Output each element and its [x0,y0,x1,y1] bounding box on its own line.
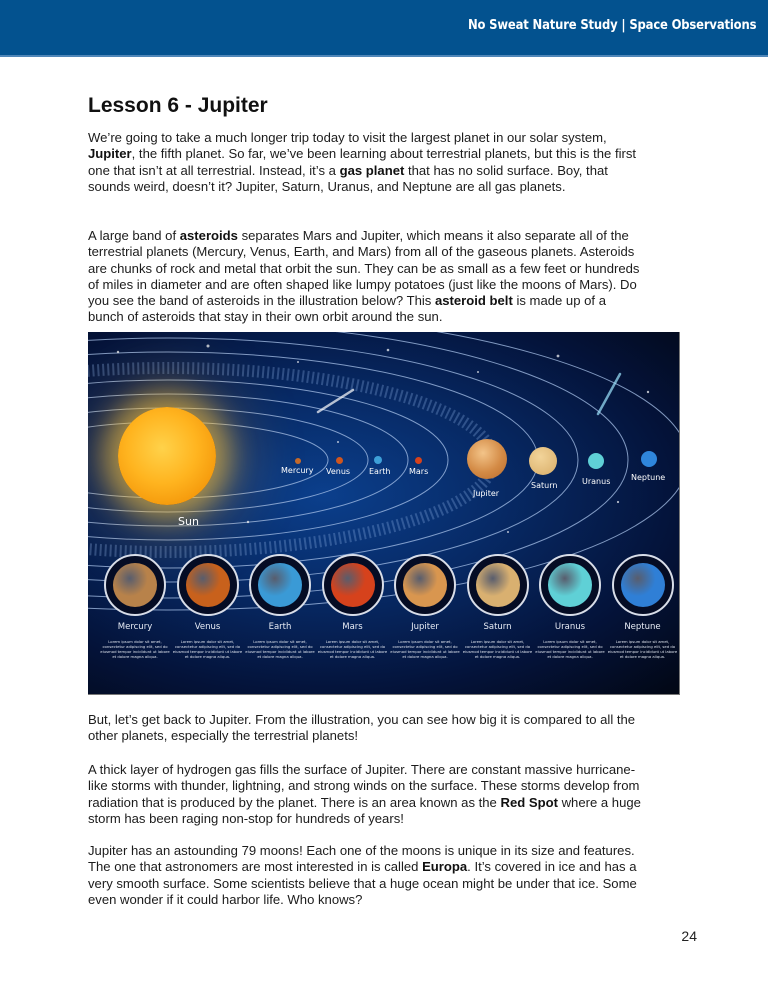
text-run: is made up of a [512,293,606,309]
orbit-label-mercury: Mercury [281,466,314,475]
planet-card-name: Mars [342,622,363,632]
planet-ball [621,563,665,607]
text-line [88,130,688,146]
text-line [88,876,688,892]
planet-card-earth-icon [249,554,311,616]
text-run: radiation that is produced by the planet. There is an area known as the [88,794,501,810]
paragraph-asteroids [88,228,688,326]
text-line [88,146,688,162]
planet-card-description: Lorem ipsum dolor sit amet, consectetur adipiscing elit, sed do eiusmod tempor incididunt ut labore et dolore magna aliqua. [100,639,170,659]
planet-ball [548,563,592,607]
neptune-mini-icon [641,451,657,467]
text-run: very smooth surface. Some scientists believe that a huge ocean might be under that ice. Some [88,875,637,891]
text-line [88,261,688,277]
planet-card-saturn-icon [467,554,529,616]
planet-card-name: Uranus [554,622,586,632]
text-run: , the fifth planet. So far, we’ve been learning about terrestrial planets, but this is the first [131,146,637,162]
text-line [88,778,688,794]
planet-card-description: Lorem ipsum dolor sit amet, consectetur adipiscing elit, sed do eiusmod tempor incididunt ut labore et dolore magna aliqua. [390,639,460,659]
planet-card-neptune-icon [612,554,674,616]
text-run: A large band of [88,228,180,243]
text-line [88,228,688,244]
planet-card-uranus-icon [539,554,601,616]
text-line [88,843,688,859]
planet-card-name: Jupiter [411,622,439,632]
bold-term: asteroid belt [434,293,513,309]
text-run: bunch of asteroids that stay in their own orbit around the sun. [88,309,443,325]
planet-card-mercury-icon [104,554,166,616]
text-run: sounds weird, doesn’t it? Jupiter, Saturn, Uranus, and Neptune are all gas planets. [88,178,566,194]
mars-mini-icon [415,457,422,464]
solar-system-illustration [88,332,680,695]
planet-card-mars-icon [322,554,384,616]
planet-card-jupiter-icon [394,554,456,616]
text-run: storm has been raging non-stop for hundreds of years! [88,810,404,826]
planet-card-name: Venus [194,622,221,632]
text-line [88,859,688,875]
text-run: like storms with thunder, lightning, and strong winds on the surface. These storms develop from [88,778,640,794]
bold-term: Europa [422,859,468,875]
text-line [88,892,688,908]
orbit-label-venus: Venus [326,467,351,476]
text-run: even wonder if it could harbor life. Who knows? [88,891,363,907]
text-run: Jupiter has an astounding 79 moons! Each one of the moons is unique in its size and features. [88,843,635,858]
bold-term: asteroids [179,228,238,243]
planet-ball [403,563,447,607]
text-line [88,728,688,744]
planet-card-description: Lorem ipsum dolor sit amet, consectetur adipiscing elit, sed do eiusmod tempor incididunt ut labore et dolore magna aliqua. [172,639,243,659]
text-run: of miles in diameter and are often shaped like lumpy potatoes (just like the moons of Mars). Do [88,276,637,292]
header-title: No Sweat Nature Study | Space Observations [467,17,756,33]
planet-ball [258,563,302,607]
text-line [88,163,688,179]
bold-term: Red Spot [500,794,558,810]
planet-card-description: Lorem ipsum dolor sit amet, consectetur adipiscing elit, sed do eiusmod tempor incididunt ut labore et dolore magna aliqua. [317,639,388,659]
text-run: A thick layer of hydrogen gas fills the surface of Jupiter. There are constant massive hurricane- [88,762,636,777]
planet-ball [113,563,157,607]
jupiter-mini-icon [467,439,507,479]
text-run: The one that astronomers are most interested in is called [88,859,423,875]
orbit-label-uranus: Uranus [582,477,611,486]
lesson-title: Lesson 6 - Jupiter [88,94,268,117]
orbit-label-neptune: Neptune [631,473,666,482]
orbit-label-mars: Mars [409,467,429,476]
text-run: one that isn’t at all terrestrial. Instead, it’s a [88,162,340,178]
page-number: 24 [681,928,697,944]
text-run: But, let’s get back to Jupiter. From the illustration, you can see how big it is compared to all the [88,712,636,727]
text-run: where a huge [557,794,641,810]
text-line [88,179,688,195]
text-run: you see the band of asteroids in the illustration below? This [88,293,435,309]
paragraph-hydrogen-storms [88,762,688,827]
planet-card-description: Lorem ipsum dolor sit amet, consectetur adipiscing elit, sed do eiusmod tempor incididunt ut labore et dolore magna aliqua. [462,639,533,659]
uranus-mini-icon [588,453,604,469]
venus-mini-icon [336,457,343,464]
paragraph-back-to-jupiter [88,712,688,745]
bold-term: gas planet [339,162,405,178]
planet-ball [331,563,375,607]
planet-card-name: Mercury [117,622,153,632]
text-line [88,795,688,811]
saturn-mini-icon [529,447,557,475]
planet-card-name: Earth [268,622,292,632]
text-run: other planets, especially the terrestrial planets! [88,728,359,744]
paragraph-moons [88,843,688,908]
text-run: . It’s covered in ice and has a [467,859,637,875]
text-line [88,712,688,728]
planet-ball [186,563,230,607]
text-line [88,762,688,778]
planet-card-name: Saturn [483,622,512,632]
header-band [0,0,768,57]
text-line [88,277,688,293]
orbit-label-jupiter: Jupiter [473,489,500,498]
mercury-mini-icon [295,458,301,464]
orbit-label-earth: Earth [369,467,391,476]
text-line [88,293,688,309]
planet-card-venus-icon [177,554,239,616]
text-run: We’re going to take a much longer trip today to visit the largest planet in our solar system, [88,130,607,145]
text-line [88,811,688,827]
sun-graphic [118,407,216,505]
paragraph-intro [88,130,688,195]
sun-label: Sun [178,515,199,528]
orbit-label-saturn: Saturn [531,481,558,490]
text-run: terrestrial planets (Mercury, Venus, Earth, and Mars) from all of the gaseous planets. Asteroids [88,244,635,260]
bold-term: Jupiter [88,146,132,162]
text-run: separates Mars and Jupiter, which means it also separate all of the [237,228,629,243]
planet-card-description: Lorem ipsum dolor sit amet, consectetur adipiscing elit, sed do eiusmod tempor incididunt ut labore et dolore magna aliqua. [245,639,315,659]
planet-card-description: Lorem ipsum dolor sit amet, consectetur adipiscing elit, sed do eiusmod tempor incididunt ut labore et dolore magna aliqua. [607,639,678,659]
planet-card-name: Neptune [624,622,661,632]
planet-card-description: Lorem ipsum dolor sit amet, consectetur adipiscing elit, sed do eiusmod tempor incididunt ut labore et dolore magna aliqua. [535,639,605,659]
text-run: that has no solid surface. Boy, that [404,162,608,178]
earth-mini-icon [374,456,382,464]
planet-ball [476,563,520,607]
text-line [88,244,688,260]
text-line [88,309,688,325]
text-run: are chunks of rock and metal that orbit the sun. They can be as small as a few feet or hundreds [88,260,640,276]
